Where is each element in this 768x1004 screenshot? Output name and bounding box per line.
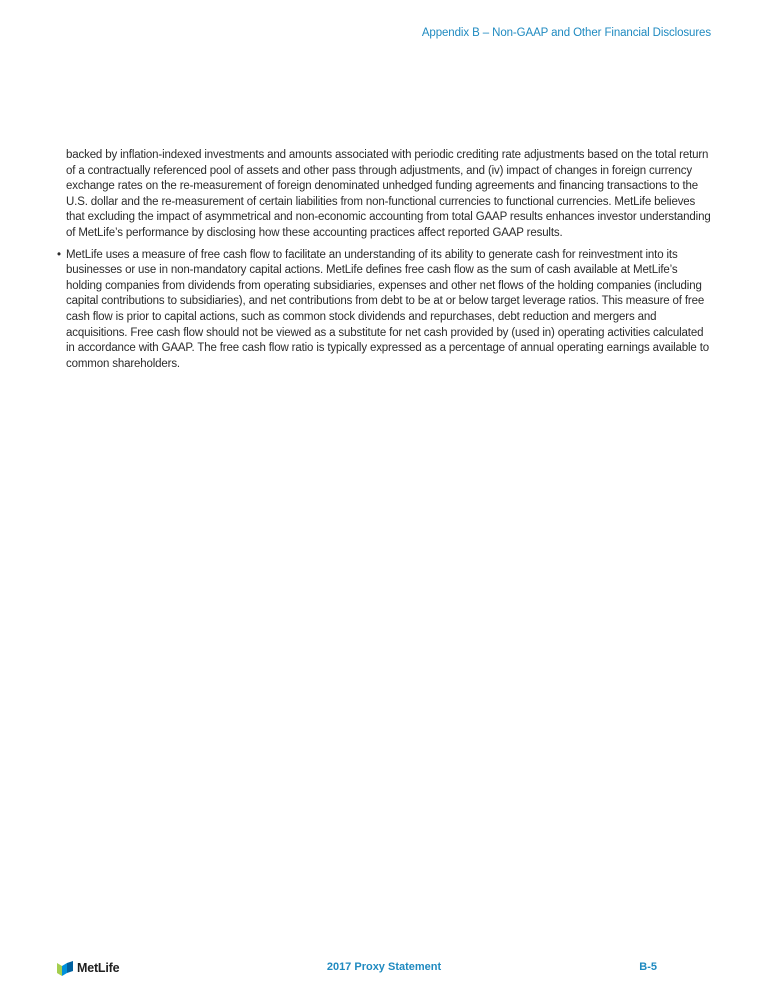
bullet-text: MetLife uses a measure of free cash flow to facilitate an understanding of its ability to generate cash for reinvestment into its businesses or use in non-mandatory capital actions. MetLife defines free cash flow as the sum of cash available at MetLife’s holding companies from dividends from operating subsidiaries, expenses and other net flows of the holding companies (including capital contributions to subsidiaries), and net contributions from debt to be at or below target leverage ratios. This measure of free cash flow is prior to capital actions, such as common stock dividends and repurchases, debt reduction and mergers and acquisitions. Free cash flow should not be viewed as a substitute for net cash provided by (used in) operating activities calculated in accordance with GAAP. The free cash flow ratio is typically expressed as a percentage of annual operating earnings available to common shareholders. — [66, 248, 709, 370]
page-number: B-5 — [639, 961, 657, 973]
bullet-glyph: • — [57, 248, 61, 261]
bullet-item-free-cash-flow — [57, 248, 711, 373]
logo-wordmark: MetLife — [77, 961, 120, 975]
body-content — [57, 148, 711, 372]
page-footer — [57, 959, 711, 979]
document-title: 2017 Proxy Statement — [326, 961, 442, 973]
continued-paragraph: backed by inflation-indexed investments and amounts associated with periodic crediting rate adjustments based on the total return of a contractually referenced pool of assets and other pass through adjustments, and (iv) impact of changes in foreign currency exchange rates on the re-measurement of foreign denominated unhedged funding agreements and financing transactions to the U.S. dollar and the re-measurement of certain liabilities from non-functional currencies to functional currencies. MetLife believes that excluding the impact of asymmetrical and non-economic accounting from total GAAP results enhances investor understanding of MetLife’s performance by disclosing how these accounting practices affect reported GAAP results. — [66, 149, 711, 239]
running-header: Appendix B – Non-GAAP and Other Financial Disclosures — [421, 27, 711, 39]
